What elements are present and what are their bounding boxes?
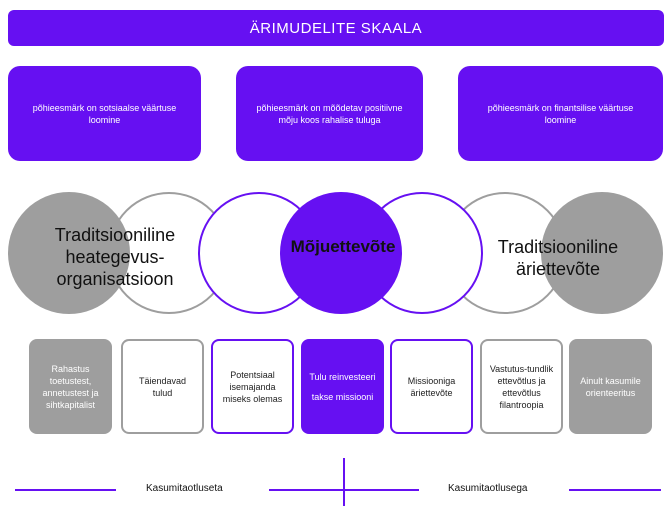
- goal-social-text: põhieesmärk on sotsiaalse väärtuse loomine: [32, 102, 177, 125]
- axis-line-left: [15, 489, 116, 491]
- label-traditional-business: Traditsiooniline äriettevõte: [497, 237, 619, 279]
- scale-title-bar: [8, 10, 664, 46]
- card-profit-only: [569, 339, 652, 434]
- card-self-sustaining-potential: [211, 339, 294, 434]
- axis-label-nonprofit: Kasumitaotluseta: [146, 483, 223, 494]
- card-self-sustaining-potential-text: Potentsiaal isemajanda miseks olemas: [222, 369, 283, 404]
- axis-line-right: [569, 489, 661, 491]
- goal-impact-text: põhieesmärk on mõõdetav positiivne mõju koos rahalise tuluga: [256, 102, 403, 125]
- card-additional-income-text: Täiendavad tulud: [138, 375, 187, 398]
- goal-box-financial: [458, 66, 663, 161]
- card-additional-income: [121, 339, 204, 434]
- card-responsible-business-text: Vastutus-tundlik ettevõtlus ja ettevõtlus filantroopia: [489, 363, 554, 410]
- card-responsible-business: [480, 339, 563, 434]
- scale-title: ÄRIMUDELITE SKAALA: [249, 19, 423, 37]
- card-reinvest-line1: Tulu reinvesteeri: [309, 371, 376, 382]
- goal-box-social: [8, 66, 201, 161]
- label-traditional-charity: Traditsiooniline heategevus-organisatsioon: [54, 225, 176, 289]
- card-reinvest-profit: [301, 339, 384, 434]
- card-mission-business-text: Missiooniga äriettevõte: [407, 375, 456, 398]
- label-impact-enterprise: Mõjuettevõte: [290, 237, 396, 256]
- card-profit-only-text: Ainult kasumile orienteeritus: [580, 375, 641, 398]
- card-reinvest-line2: takse missiooni: [311, 391, 374, 402]
- axis-label-forprofit: Kasumitaotlusega: [448, 483, 528, 494]
- axis-center-tick: [343, 458, 345, 506]
- goal-financial-text: põhieesmärk on finantsilise väärtuse loomine: [487, 102, 634, 125]
- card-mission-business: [390, 339, 473, 434]
- card-donations-funding: [29, 339, 112, 434]
- card-donations-funding-text: Rahastus toetustest, annetustest ja sihtkapitalist: [42, 363, 99, 410]
- goal-box-impact: [236, 66, 423, 161]
